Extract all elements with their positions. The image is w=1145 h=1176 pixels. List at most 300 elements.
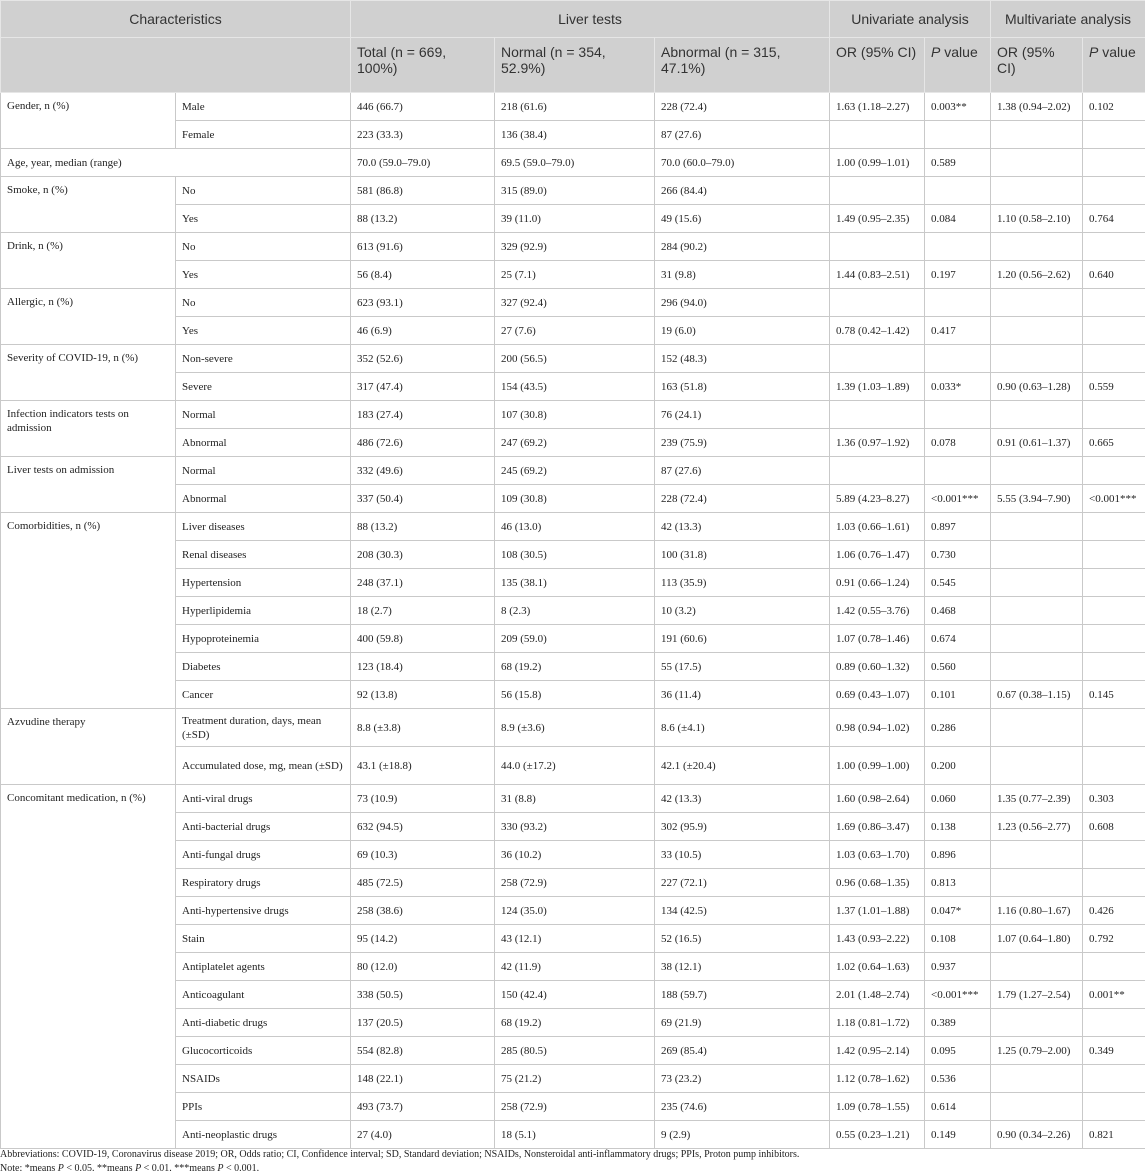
total-cell: 554 (82.8) [351, 1037, 495, 1065]
subgroup-label: Yes [176, 261, 351, 289]
normal-cell: 39 (11.0) [495, 205, 655, 233]
uni-or-cell: 1.18 (0.81–1.72) [830, 1009, 925, 1037]
header-normal: Normal (n = 354, 52.9%) [495, 38, 655, 93]
significance-note: Note: *means P < 0.05. **means P < 0.01. ***means P < 0.001. [0, 1162, 1145, 1176]
abnormal-cell: 87 (27.6) [655, 457, 830, 485]
multi-or-cell: 0.91 (0.61–1.37) [991, 429, 1083, 457]
uni-or-cell [830, 457, 925, 485]
abnormal-cell: 100 (31.8) [655, 541, 830, 569]
multi-or-cell: 1.07 (0.64–1.80) [991, 925, 1083, 953]
uni-or-cell: 1.03 (0.66–1.61) [830, 513, 925, 541]
total-cell: 248 (37.1) [351, 569, 495, 597]
subgroup-label: Hypoproteinemia [176, 625, 351, 653]
abnormal-cell: 134 (42.5) [655, 897, 830, 925]
subgroup-label: Stain [176, 925, 351, 953]
total-cell: 486 (72.6) [351, 429, 495, 457]
p-letter: P [931, 44, 940, 60]
normal-cell: 327 (92.4) [495, 289, 655, 317]
abnormal-cell: 36 (11.4) [655, 681, 830, 709]
multi-p-cell: 0.145 [1083, 681, 1145, 709]
header-multivariate: Multivariate analysis [991, 1, 1145, 38]
multi-p-cell [1083, 1093, 1145, 1121]
normal-cell: 69.5 (59.0–79.0) [495, 149, 655, 177]
subgroup-label: Anti-hypertensive drugs [176, 897, 351, 925]
subgroup-label: Male [176, 93, 351, 121]
uni-or-cell: 0.69 (0.43–1.07) [830, 681, 925, 709]
uni-or-cell: 0.98 (0.94–1.02) [830, 709, 925, 747]
normal-cell: 245 (69.2) [495, 457, 655, 485]
abnormal-cell: 42 (13.3) [655, 513, 830, 541]
normal-cell: 209 (59.0) [495, 625, 655, 653]
uni-p-cell: 0.813 [925, 869, 991, 897]
header-total: Total (n = 669, 100%) [351, 38, 495, 93]
total-cell: 183 (27.4) [351, 401, 495, 429]
abnormal-cell: 76 (24.1) [655, 401, 830, 429]
multi-p-cell: 0.303 [1083, 785, 1145, 813]
total-cell: 258 (38.6) [351, 897, 495, 925]
uni-or-cell: 0.78 (0.42–1.42) [830, 317, 925, 345]
subgroup-label: No [176, 233, 351, 261]
uni-p-cell [925, 457, 991, 485]
group-label: Infection indicators tests on admission [1, 401, 176, 457]
total-cell: 73 (10.9) [351, 785, 495, 813]
uni-p-cell: 0.897 [925, 513, 991, 541]
multi-p-cell [1083, 457, 1145, 485]
normal-cell: 18 (5.1) [495, 1121, 655, 1149]
uni-or-cell: 1.03 (0.63–1.70) [830, 841, 925, 869]
multi-or-cell [991, 401, 1083, 429]
normal-cell: 135 (38.1) [495, 569, 655, 597]
total-cell: 338 (50.5) [351, 981, 495, 1009]
header-uni-or: OR (95% CI) [830, 38, 925, 93]
uni-or-cell: 0.89 (0.60–1.32) [830, 653, 925, 681]
abnormal-cell: 31 (9.8) [655, 261, 830, 289]
subgroup-label: Glucocorticoids [176, 1037, 351, 1065]
multi-p-cell: 0.821 [1083, 1121, 1145, 1149]
uni-p-cell: 0.047* [925, 897, 991, 925]
multi-or-cell [991, 597, 1083, 625]
abnormal-cell: 228 (72.4) [655, 485, 830, 513]
multi-p-cell [1083, 345, 1145, 373]
normal-cell: 315 (89.0) [495, 177, 655, 205]
multi-or-cell [991, 317, 1083, 345]
multi-or-cell [991, 541, 1083, 569]
uni-or-cell: 1.00 (0.99–1.00) [830, 747, 925, 785]
multi-p-cell [1083, 541, 1145, 569]
total-cell: 400 (59.8) [351, 625, 495, 653]
subgroup-label: Severe [176, 373, 351, 401]
uni-or-cell: 1.42 (0.55–3.76) [830, 597, 925, 625]
normal-cell: 44.0 (±17.2) [495, 747, 655, 785]
uni-p-cell [925, 177, 991, 205]
abnormal-cell: 266 (84.4) [655, 177, 830, 205]
uni-or-cell [830, 401, 925, 429]
abnormal-cell: 70.0 (60.0–79.0) [655, 149, 830, 177]
multi-p-cell: 0.102 [1083, 93, 1145, 121]
uni-or-cell: 1.69 (0.86–3.47) [830, 813, 925, 841]
uni-p-cell: 0.389 [925, 1009, 991, 1037]
group-label: Allergic, n (%) [1, 289, 176, 345]
normal-cell: 107 (30.8) [495, 401, 655, 429]
uni-p-cell: 0.003** [925, 93, 991, 121]
uni-p-cell: 0.078 [925, 429, 991, 457]
table-row [1, 785, 1145, 813]
multi-or-cell: 0.90 (0.34–2.26) [991, 1121, 1083, 1149]
header-multi-or: OR (95% CI) [991, 38, 1083, 93]
group-label: Age, year, median (range) [1, 149, 351, 177]
normal-cell: 8 (2.3) [495, 597, 655, 625]
total-cell: 352 (52.6) [351, 345, 495, 373]
uni-or-cell: 1.36 (0.97–1.92) [830, 429, 925, 457]
group-label: Comorbidities, n (%) [1, 513, 176, 709]
uni-or-cell: 1.60 (0.98–2.64) [830, 785, 925, 813]
abnormal-cell: 19 (6.0) [655, 317, 830, 345]
abnormal-cell: 284 (90.2) [655, 233, 830, 261]
p-letter: P [1089, 44, 1098, 60]
abnormal-cell: 33 (10.5) [655, 841, 830, 869]
multi-or-cell [991, 653, 1083, 681]
normal-cell: 68 (19.2) [495, 1009, 655, 1037]
abnormal-cell: 188 (59.7) [655, 981, 830, 1009]
total-cell: 632 (94.5) [351, 813, 495, 841]
normal-cell: 124 (35.0) [495, 897, 655, 925]
normal-cell: 258 (72.9) [495, 869, 655, 897]
multi-or-cell [991, 513, 1083, 541]
normal-cell: 150 (42.4) [495, 981, 655, 1009]
uni-p-cell: 0.101 [925, 681, 991, 709]
subgroup-label: Anticoagulant [176, 981, 351, 1009]
uni-p-cell [925, 289, 991, 317]
abnormal-cell: 235 (74.6) [655, 1093, 830, 1121]
uni-or-cell [830, 345, 925, 373]
normal-cell: 154 (43.5) [495, 373, 655, 401]
uni-or-cell: 1.63 (1.18–2.27) [830, 93, 925, 121]
abnormal-cell: 152 (48.3) [655, 345, 830, 373]
subgroup-label: Renal diseases [176, 541, 351, 569]
normal-cell: 330 (93.2) [495, 813, 655, 841]
abnormal-cell: 38 (12.1) [655, 953, 830, 981]
total-cell: 43.1 (±18.8) [351, 747, 495, 785]
abnormal-cell: 69 (21.9) [655, 1009, 830, 1037]
multi-or-cell: 0.90 (0.63–1.28) [991, 373, 1083, 401]
multi-p-cell: 0.640 [1083, 261, 1145, 289]
normal-cell: 36 (10.2) [495, 841, 655, 869]
abnormal-cell: 9 (2.9) [655, 1121, 830, 1149]
multi-or-cell [991, 747, 1083, 785]
abnormal-cell: 8.6 (±4.1) [655, 709, 830, 747]
abnormal-cell: 10 (3.2) [655, 597, 830, 625]
multi-or-cell [991, 233, 1083, 261]
total-cell: 80 (12.0) [351, 953, 495, 981]
multi-p-cell [1083, 625, 1145, 653]
total-cell: 332 (49.6) [351, 457, 495, 485]
multi-p-cell: 0.665 [1083, 429, 1145, 457]
subgroup-label: Normal [176, 401, 351, 429]
uni-p-cell: 0.084 [925, 205, 991, 233]
multi-or-cell: 0.67 (0.38–1.15) [991, 681, 1083, 709]
uni-or-cell [830, 233, 925, 261]
subgroup-label: No [176, 289, 351, 317]
multi-p-cell: <0.001*** [1083, 485, 1145, 513]
multi-or-cell [991, 1065, 1083, 1093]
uni-p-cell: 0.200 [925, 747, 991, 785]
uni-or-cell: 1.44 (0.83–2.51) [830, 261, 925, 289]
uni-p-cell [925, 345, 991, 373]
group-label: Liver tests on admission [1, 457, 176, 513]
multi-p-cell [1083, 149, 1145, 177]
table-row [1, 93, 1145, 121]
multi-or-cell [991, 457, 1083, 485]
normal-cell: 108 (30.5) [495, 541, 655, 569]
multi-p-cell [1083, 841, 1145, 869]
uni-p-cell: 0.197 [925, 261, 991, 289]
multi-or-cell [991, 569, 1083, 597]
total-cell: 485 (72.5) [351, 869, 495, 897]
table-row [1, 233, 1145, 261]
abnormal-cell: 42.1 (±20.4) [655, 747, 830, 785]
table-row [1, 177, 1145, 205]
multi-or-cell: 1.35 (0.77–2.39) [991, 785, 1083, 813]
uni-p-cell: 0.060 [925, 785, 991, 813]
multi-p-cell: 0.792 [1083, 925, 1145, 953]
multi-p-cell [1083, 869, 1145, 897]
multi-or-cell [991, 1093, 1083, 1121]
abnormal-cell: 269 (85.4) [655, 1037, 830, 1065]
multi-p-cell: 0.001** [1083, 981, 1145, 1009]
multi-or-cell: 1.38 (0.94–2.02) [991, 93, 1083, 121]
uni-or-cell: 0.96 (0.68–1.35) [830, 869, 925, 897]
total-cell: 317 (47.4) [351, 373, 495, 401]
subgroup-label: NSAIDs [176, 1065, 351, 1093]
uni-p-cell [925, 121, 991, 149]
header-multi-p [1083, 38, 1145, 93]
multi-p-cell [1083, 317, 1145, 345]
subgroup-label: Yes [176, 205, 351, 233]
abnormal-cell: 73 (23.2) [655, 1065, 830, 1093]
group-label: Smoke, n (%) [1, 177, 176, 233]
multi-p-cell [1083, 513, 1145, 541]
subgroup-label: Respiratory drugs [176, 869, 351, 897]
total-cell: 88 (13.2) [351, 513, 495, 541]
uni-or-cell: 1.06 (0.76–1.47) [830, 541, 925, 569]
normal-cell: 56 (15.8) [495, 681, 655, 709]
uni-or-cell: 0.55 (0.23–1.21) [830, 1121, 925, 1149]
normal-cell: 109 (30.8) [495, 485, 655, 513]
multi-or-cell [991, 869, 1083, 897]
multi-or-cell: 1.23 (0.56–2.77) [991, 813, 1083, 841]
multi-or-cell [991, 149, 1083, 177]
multi-p-cell [1083, 953, 1145, 981]
abnormal-cell: 163 (51.8) [655, 373, 830, 401]
multi-or-cell: 1.25 (0.79–2.00) [991, 1037, 1083, 1065]
header-blank [1, 38, 351, 93]
multi-or-cell [991, 345, 1083, 373]
p-suffix: value [1098, 44, 1135, 60]
abnormal-cell: 239 (75.9) [655, 429, 830, 457]
uni-p-cell: 0.095 [925, 1037, 991, 1065]
subgroup-label: Hypertension [176, 569, 351, 597]
uni-or-cell: 1.39 (1.03–1.89) [830, 373, 925, 401]
total-cell: 70.0 (59.0–79.0) [351, 149, 495, 177]
subgroup-label: Anti-neoplastic drugs [176, 1121, 351, 1149]
subgroup-label: No [176, 177, 351, 205]
header-abnormal: Abnormal (n = 315, 47.1%) [655, 38, 830, 93]
multi-or-cell [991, 289, 1083, 317]
subgroup-label: Anti-bacterial drugs [176, 813, 351, 841]
uni-p-cell [925, 401, 991, 429]
group-label: Azvudine therapy [1, 709, 176, 785]
uni-or-cell [830, 177, 925, 205]
normal-cell: 68 (19.2) [495, 653, 655, 681]
normal-cell: 218 (61.6) [495, 93, 655, 121]
total-cell: 613 (91.6) [351, 233, 495, 261]
multi-or-cell: 5.55 (3.94–7.90) [991, 485, 1083, 513]
uni-p-cell: 0.536 [925, 1065, 991, 1093]
normal-cell: 8.9 (±3.6) [495, 709, 655, 747]
abnormal-cell: 52 (16.5) [655, 925, 830, 953]
subgroup-label: Diabetes [176, 653, 351, 681]
total-cell: 581 (86.8) [351, 177, 495, 205]
normal-cell: 258 (72.9) [495, 1093, 655, 1121]
normal-cell: 25 (7.1) [495, 261, 655, 289]
normal-cell: 46 (13.0) [495, 513, 655, 541]
total-cell: 92 (13.8) [351, 681, 495, 709]
total-cell: 446 (66.7) [351, 93, 495, 121]
group-label: Severity of COVID-19, n (%) [1, 345, 176, 401]
multi-p-cell: 0.426 [1083, 897, 1145, 925]
subgroup-label: Anti-diabetic drugs [176, 1009, 351, 1037]
table-header [1, 1, 1145, 93]
subgroup-label: Accumulated dose, mg, mean (±SD) [176, 747, 351, 785]
multi-or-cell [991, 953, 1083, 981]
normal-cell: 43 (12.1) [495, 925, 655, 953]
multi-or-cell [991, 121, 1083, 149]
uni-or-cell [830, 121, 925, 149]
uni-p-cell: 0.108 [925, 925, 991, 953]
multi-p-cell [1083, 1009, 1145, 1037]
abnormal-cell: 87 (27.6) [655, 121, 830, 149]
uni-or-cell: 0.91 (0.66–1.24) [830, 569, 925, 597]
subgroup-label: Female [176, 121, 351, 149]
total-cell: 493 (73.7) [351, 1093, 495, 1121]
total-cell: 88 (13.2) [351, 205, 495, 233]
multi-p-cell [1083, 1065, 1145, 1093]
multi-p-cell [1083, 653, 1145, 681]
multi-p-cell [1083, 401, 1145, 429]
header-uni-p [925, 38, 991, 93]
subgroup-label: Liver diseases [176, 513, 351, 541]
multi-p-cell [1083, 709, 1145, 747]
normal-cell: 285 (80.5) [495, 1037, 655, 1065]
uni-or-cell: 1.42 (0.95–2.14) [830, 1037, 925, 1065]
subgroup-label: Abnormal [176, 485, 351, 513]
normal-cell: 31 (8.8) [495, 785, 655, 813]
normal-cell: 329 (92.9) [495, 233, 655, 261]
total-cell: 148 (22.1) [351, 1065, 495, 1093]
multi-or-cell: 1.16 (0.80–1.67) [991, 897, 1083, 925]
uni-p-cell: 0.937 [925, 953, 991, 981]
subgroup-label: Anti-viral drugs [176, 785, 351, 813]
total-cell: 46 (6.9) [351, 317, 495, 345]
total-cell: 18 (2.7) [351, 597, 495, 625]
uni-or-cell [830, 289, 925, 317]
uni-p-cell: 0.468 [925, 597, 991, 625]
header-univariate: Univariate analysis [830, 1, 991, 38]
abnormal-cell: 49 (15.6) [655, 205, 830, 233]
abnormal-cell: 191 (60.6) [655, 625, 830, 653]
normal-cell: 247 (69.2) [495, 429, 655, 457]
multi-p-cell: 0.559 [1083, 373, 1145, 401]
subgroup-label: Normal [176, 457, 351, 485]
uni-p-cell: 0.589 [925, 149, 991, 177]
multi-or-cell: 1.20 (0.56–2.62) [991, 261, 1083, 289]
abnormal-cell: 113 (35.9) [655, 569, 830, 597]
uni-or-cell: 1.07 (0.78–1.46) [830, 625, 925, 653]
total-cell: 27 (4.0) [351, 1121, 495, 1149]
total-cell: 69 (10.3) [351, 841, 495, 869]
uni-p-cell [925, 233, 991, 261]
abnormal-cell: 302 (95.9) [655, 813, 830, 841]
total-cell: 8.8 (±3.8) [351, 709, 495, 747]
abnormal-cell: 228 (72.4) [655, 93, 830, 121]
multi-p-cell [1083, 569, 1145, 597]
table-notes [0, 1148, 1145, 1176]
total-cell: 623 (93.1) [351, 289, 495, 317]
table-row [1, 289, 1145, 317]
multi-or-cell: 1.79 (1.27–2.54) [991, 981, 1083, 1009]
multi-or-cell [991, 841, 1083, 869]
multi-or-cell [991, 177, 1083, 205]
abbreviations-note: Abbreviations: COVID-19, Coronavirus disease 2019; OR, Odds ratio; CI, Confidence interval; SD, Standard deviation; NSAIDs, Nonsteroidal anti-inflammatory drugs; PPIs, Proton pump inhibitors. [0, 1148, 1145, 1162]
total-cell: 123 (18.4) [351, 653, 495, 681]
p-suffix: value [940, 44, 977, 60]
table-row [1, 457, 1145, 485]
normal-cell: 42 (11.9) [495, 953, 655, 981]
group-label: Gender, n (%) [1, 93, 176, 149]
uni-p-cell: 0.033* [925, 373, 991, 401]
table-body [1, 93, 1145, 1149]
total-cell: 137 (20.5) [351, 1009, 495, 1037]
multi-p-cell [1083, 597, 1145, 625]
multi-p-cell: 0.349 [1083, 1037, 1145, 1065]
uni-or-cell: 2.01 (1.48–2.74) [830, 981, 925, 1009]
uni-p-cell: 0.560 [925, 653, 991, 681]
subgroup-label: Cancer [176, 681, 351, 709]
total-cell: 95 (14.2) [351, 925, 495, 953]
uni-or-cell: 1.43 (0.93–2.22) [830, 925, 925, 953]
header-characteristics: Characteristics [1, 1, 351, 38]
abnormal-cell: 55 (17.5) [655, 653, 830, 681]
subgroup-label: Non-severe [176, 345, 351, 373]
abnormal-cell: 42 (13.3) [655, 785, 830, 813]
subgroup-label: Hyperlipidemia [176, 597, 351, 625]
subgroup-label: Antiplatelet agents [176, 953, 351, 981]
uni-p-cell: 0.614 [925, 1093, 991, 1121]
multi-p-cell: 0.608 [1083, 813, 1145, 841]
uni-p-cell: <0.001*** [925, 485, 991, 513]
multi-p-cell [1083, 121, 1145, 149]
uni-or-cell: 1.09 (0.78–1.55) [830, 1093, 925, 1121]
uni-p-cell: 0.545 [925, 569, 991, 597]
uni-p-cell: 0.674 [925, 625, 991, 653]
uni-or-cell: 1.12 (0.78–1.62) [830, 1065, 925, 1093]
table-row [1, 401, 1145, 429]
multi-p-cell [1083, 233, 1145, 261]
normal-cell: 136 (38.4) [495, 121, 655, 149]
uni-p-cell: 0.138 [925, 813, 991, 841]
uni-or-cell: 1.02 (0.64–1.63) [830, 953, 925, 981]
subgroup-label: Abnormal [176, 429, 351, 457]
